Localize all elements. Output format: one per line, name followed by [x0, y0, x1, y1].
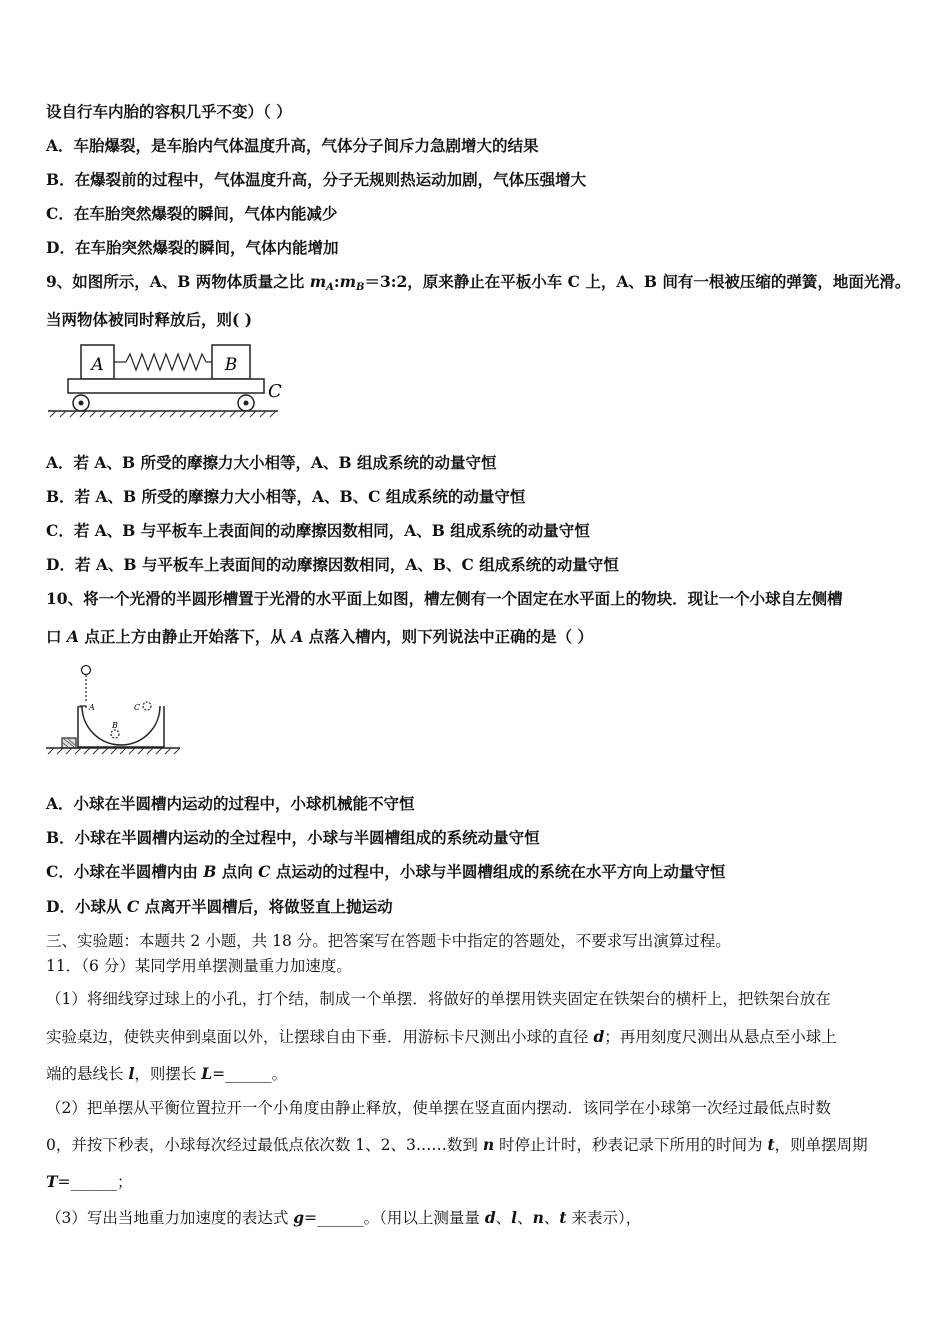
q9-stem-line2: 当两物体被同时释放后，则( )	[46, 310, 253, 329]
q10-option-d: D．小球从 C 点离开半圆槽后，将做竖直上抛运动	[46, 897, 393, 916]
q10-figure-bowl	[44, 658, 184, 762]
point-a-label: A	[89, 703, 95, 712]
q11-part1-line3: 端的悬线长 l，则摆长 L=______。	[46, 1064, 288, 1083]
block-b-label: B	[224, 355, 238, 375]
cart-board	[68, 379, 264, 393]
q11-part2-line1: （2）把单摆从平衡位置拉开一个小角度由静止释放，使单摆在竖直面内摆动．该同学在小球第一次经过最低点时数	[46, 1099, 831, 1117]
q8-option-a: A．车胎爆裂，是车胎内气体温度升高，气体分子间斥力急剧增大的结果	[46, 136, 539, 155]
q8-stem-tail: 设自行车内胎的容积几乎不变）（ ）	[46, 102, 292, 121]
q9-option-c: C．若 A、B 与平板车上表面间的动摩擦因数相同，A、B 组成系统的动量守恒	[46, 521, 590, 540]
q11-part1-line1: （1）将细线穿过球上的小孔，打个结，制成一个单摆．将做好的单摆用铁夹固定在铁架台的横杆上，把铁架台放在	[46, 990, 831, 1008]
q10-option-b: B．小球在半圆槽内运动的全过程中，小球与半圆槽组成的系统动量守恒	[46, 828, 540, 847]
q8-option-c: C．在车胎突然爆裂的瞬间，气体内能减少	[46, 204, 338, 223]
q11-part1-line2: 实验桌边，使铁夹伸到桌面以外，让摆球自由下垂．用游标卡尺测出小球的直径 d；再用刻度尺测出从悬点至小球上	[46, 1027, 837, 1046]
q9-option-b: B．若 A、B 所受的摩擦力大小相等，A、B、C 组成系统的动量守恒	[46, 487, 526, 506]
q9-stem-line1: 9、如图所示，A、B 两物体质量之比 $m_A:m_B=3:2$，原来静止在平板小车 C 上，A、B 间有一根被压缩的弹簧，地面光滑。	[46, 272, 911, 293]
q11-part2-line3: T=______；	[46, 1172, 133, 1191]
point-c-label: C	[134, 703, 141, 712]
q11-part3: （3）写出当地重力加速度的表达式 g=______。（用以上测量量 d、l、n、t 来表示），	[46, 1208, 642, 1227]
q10-option-c: C．小球在半圆槽内由 B 点向 C 点运动的过程中，小球与半圆槽组成的系统在水平方向上动量守恒	[46, 862, 726, 881]
q10-stem-line1: 10、将一个光滑的半圆形槽置于光滑的水平面上如图，槽左侧有一个固定在水平面上的物块．现让一个小球自左侧槽	[46, 589, 843, 608]
cart-label: C	[268, 381, 282, 402]
point-b-label: B	[112, 721, 118, 730]
q10-stem-line2: 口 A 点正上方由静止开始落下，从 A 点落入槽内，则下列说法中正确的是（ ）	[46, 627, 594, 646]
ball-top	[82, 666, 91, 675]
q11-title: 11．（6 分）某同学用单摆测量重力加速度。	[46, 957, 352, 975]
block-a-label: A	[91, 355, 104, 375]
q8-option-b: B．在爆裂前的过程中，气体温度升高，分子无规则热运动加剧，气体压强增大	[46, 170, 587, 189]
spring	[126, 354, 206, 370]
q9-figure-cart	[46, 338, 296, 422]
q8-option-d: D．在车胎突然爆裂的瞬间，气体内能增加	[46, 238, 339, 257]
q9-option-a: A．若 A、B 所受的摩擦力大小相等，A、B 组成系统的动量守恒	[46, 453, 497, 472]
q10-option-a: A．小球在半圆槽内运动的过程中，小球机械能不守恒	[46, 794, 415, 813]
q9-option-d: D．若 A、B 与平板车上表面间的动摩擦因数相同，A、B、C 组成系统的动量守恒	[46, 555, 619, 574]
section-3-heading: 三、实验题：本题共 2 小题，共 18 分。把答案写在答题卡中指定的答题处，不要求写出演算过程。	[46, 932, 731, 950]
q11-part2-line2: 0，并按下秒表，小球每次经过最低点依次数 1、2、3……数到 n 时停止计时，秒表记录下所用的时间为 t，则单摆周期	[46, 1135, 868, 1154]
